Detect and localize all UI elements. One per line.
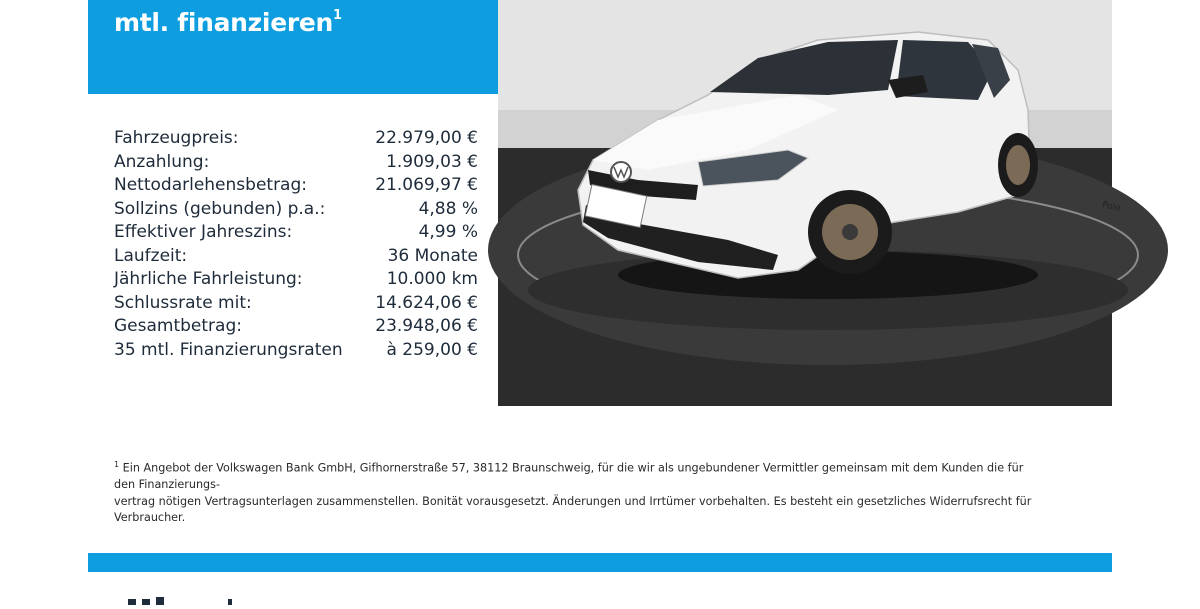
license-plate-label: Polo	[1101, 200, 1122, 214]
row-value: 4,99 %	[418, 222, 478, 242]
offer-title	[114, 8, 342, 37]
row-label: Effektiver Jahreszins:	[114, 222, 293, 242]
row-label: Sollzins (gebunden) p.a.:	[114, 198, 326, 219]
row-label: Schlussrate mit:	[114, 292, 252, 313]
financing-row	[114, 340, 478, 364]
car-illustration	[498, 0, 1112, 406]
row-value: à 259,00 €	[386, 339, 478, 360]
offer-title-text: mtl. finanzieren	[114, 8, 334, 37]
footnote-line-2: vertrag nötigen Vertragsunterlagen zusammenstellen. Bonität vorausgesetzt. Änderungen und Irrtümer vorbehalten. Es besteht ein gesetzliches Widerrufsrecht für Verbraucher.	[114, 494, 1032, 525]
row-value: 4,88 %	[418, 198, 478, 219]
row-value: 1.909,03 €	[386, 151, 478, 172]
financing-row	[114, 269, 478, 293]
financing-row	[114, 152, 478, 176]
financing-row	[114, 199, 478, 223]
row-label: Anzahlung:	[114, 151, 210, 172]
financing-row	[114, 222, 478, 246]
row-label: Gesamtbetrag:	[114, 316, 242, 336]
row-label: Jährliche Fahrleistung:	[114, 269, 303, 289]
row-label: Fahrzeugpreis:	[114, 128, 239, 148]
row-value: 21.069,97 €	[375, 175, 478, 195]
row-value: 23.948,06 €	[375, 316, 478, 336]
footnote-line-1	[114, 457, 1034, 494]
row-value: 14.624,06 €	[375, 292, 478, 313]
cut-off-logo	[120, 590, 240, 600]
financing-row	[114, 316, 478, 340]
row-label: Laufzeit:	[114, 245, 188, 266]
footnote-text-1: Ein Angebot der Volkswagen Bank GmbH, Gifhornerstraße 57, 38112 Braunschweig, für die wir als ungebundener Vermittler gemeinsam mit dem Kunden die für den Finanzierungs-	[114, 461, 1024, 492]
offer-banner	[88, 0, 498, 94]
car-image	[498, 0, 1122, 406]
financing-table	[114, 128, 478, 363]
financing-row	[114, 293, 478, 317]
footnote-mark: 1	[114, 460, 120, 469]
row-label: 35 mtl. Finanzierungsraten	[114, 339, 343, 360]
financing-row	[114, 175, 478, 199]
footnote-mark: 1	[333, 7, 342, 23]
bottom-accent-bar	[88, 553, 1112, 572]
row-label: Nettodarlehensbetrag:	[114, 175, 307, 195]
row-value: 10.000 km	[386, 269, 478, 289]
financing-row	[114, 246, 478, 270]
row-value: 36 Monate	[387, 245, 478, 266]
row-value: 22.979,00 €	[375, 128, 478, 148]
financing-row	[114, 128, 478, 152]
legal-footnote	[114, 457, 1034, 527]
